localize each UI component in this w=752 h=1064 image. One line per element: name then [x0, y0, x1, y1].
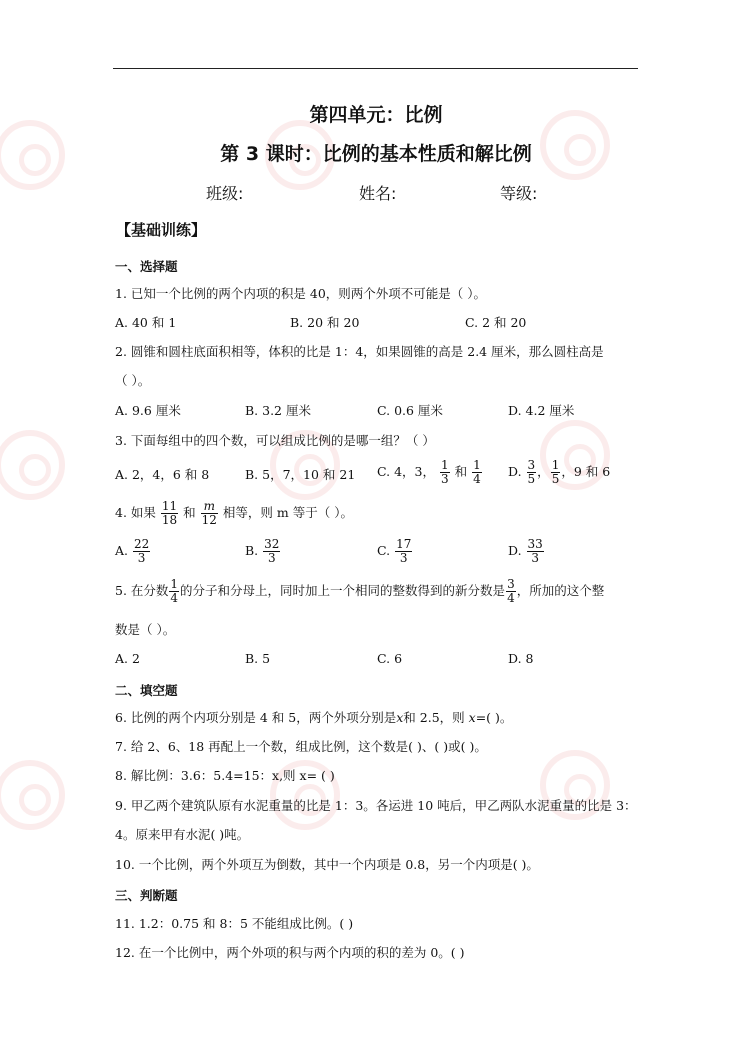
section-judge: 三、判断题: [115, 888, 178, 903]
fraction: $\frac{33}{3}$: [527, 537, 543, 565]
q2-option-d: D. 4.2 厘米: [508, 403, 575, 418]
section-fill: 二、填空题: [115, 683, 178, 698]
q5-option-b: B. 5: [245, 651, 271, 666]
q1-option-b: B. 20 和 20: [290, 315, 360, 330]
question-8: 8. 解比例：3.6：5.4=15：x,则 x= ( ): [115, 768, 335, 783]
fraction: $\frac{1}{3}$: [440, 458, 449, 486]
fraction: $\frac{11}{18}$: [161, 499, 178, 527]
q3-option-b: B. 5，7，10 和 21: [245, 467, 356, 482]
fraction: $\frac{17}{3}$: [396, 537, 412, 565]
q4-option-b: B. $\frac{32}{3}$: [245, 537, 280, 565]
section-basic-training: 【基础训练】: [116, 221, 207, 239]
watermark-logo-icon: [0, 430, 65, 500]
unit-title: 第四单元：比例: [309, 104, 443, 126]
question-5: [115, 578, 604, 605]
q3-option-a: A. 2，4，6 和 8: [115, 467, 210, 482]
question-11: 11. 1.2：0.75 和 8：5 不能组成比例。( ): [115, 916, 354, 931]
fraction: $\frac{3}{4}$: [507, 577, 515, 605]
fraction: $\frac{32}{3}$: [264, 537, 280, 565]
q1-option-a: A. 40 和 1: [115, 315, 177, 330]
question-9: 9. 甲乙两个建筑队原有水泥重量的比是 1：3。各运进 10 吨后，甲乙两队水泥重量的比是 3：: [115, 798, 637, 813]
q3-d-suffix: ，9 和 6: [561, 464, 611, 479]
fraction: $\frac{1}{4}$: [473, 458, 481, 486]
question-12: 12. 在一个比例中，两个外项的积与两个内项的积的差为 0。( ): [115, 945, 465, 960]
watermark-logo-icon: [0, 760, 65, 830]
q4-option-d: D. $\frac{33}{3}$: [508, 537, 543, 565]
q3-c-prefix: C. 4，3，: [377, 464, 435, 479]
question-2-blank: （ ）。: [115, 373, 151, 388]
q5-prefix: 5. 在分数: [115, 583, 169, 598]
fraction: $\frac{22}{3}$: [133, 537, 150, 565]
q4-and: 和: [183, 505, 196, 520]
question-7: 7. 给 2、6、18 再配上一个数，组成比例，这个数是( )、( )或( )。: [115, 739, 487, 754]
q1-option-c: C. 2 和 20: [465, 315, 527, 330]
question-4: [115, 500, 353, 527]
q3-d-comma: ，: [537, 464, 550, 479]
q5-middle: 的分子和分母上，同时加上一个相同的整数得到的新分数是: [180, 583, 506, 598]
q2-option-b: B. 3.2 厘米: [245, 403, 311, 418]
section-choice: 一、选择题: [115, 259, 178, 274]
lesson-title: 第 3 课时：比例的基本性质和解比例: [220, 143, 532, 165]
q2-option-c: C. 0.6 厘米: [377, 403, 443, 418]
question-1: 1. 已知一个比例的两个内项的积是 40，则两个外项不可能是（ ）。: [115, 286, 487, 301]
q4-suffix: 相等，则 m 等于（ ）。: [222, 505, 353, 520]
question-3: 3. 下面每组中的四个数，可以组成比例的是哪一组？（ ）: [115, 433, 435, 448]
q4-prefix: 4. 如果: [115, 505, 156, 520]
question-10: 10. 一个比例，两个外项互为倒数，其中一个内项是 0.8，另一个内项是( )。: [115, 857, 539, 872]
grade-label: 等级:: [500, 184, 538, 203]
fraction: $\frac{1}{5}$: [551, 458, 560, 486]
q3-option-d: [508, 459, 610, 486]
q3-c-and: 和: [454, 464, 468, 479]
question-2: 2. 圆锥和圆柱底面积相等，体积的比是 1：4，如果圆锥的高是 2.4 厘米，那么圆柱高是: [115, 344, 604, 359]
header-rule: [113, 68, 638, 69]
fraction: $\frac{3}{5}$: [527, 458, 536, 486]
q4-option-c: C. $\frac{17}{3}$: [377, 537, 412, 565]
q3-option-c: [377, 459, 483, 486]
question-6: 6. 比例的两个内项分别是 4 和 5，两个外项分别是x和 2.5，则 x=( )。: [115, 710, 513, 725]
q5-option-c: C. 6: [377, 651, 403, 666]
q3-d-prefix: D.: [508, 464, 526, 479]
q5-option-a: A. 2: [115, 651, 140, 666]
q4-option-a: A. $\frac{22}{3}$: [115, 537, 150, 565]
question-9-line2: 4。原来甲有水泥( )吨。: [115, 827, 250, 842]
fraction: $\frac{m}{12}$: [201, 499, 217, 527]
fraction: $\frac{1}{4}$: [170, 577, 179, 605]
q2-option-a: A. 9.6 厘米: [115, 403, 181, 418]
question-5-line2: 数是（ ）。: [115, 622, 176, 637]
q5-option-d: D. 8: [508, 651, 534, 666]
name-label: 姓名:: [359, 184, 397, 203]
q5-suffix: ，所加的这个整: [516, 583, 605, 598]
class-label: 班级:: [206, 184, 244, 203]
